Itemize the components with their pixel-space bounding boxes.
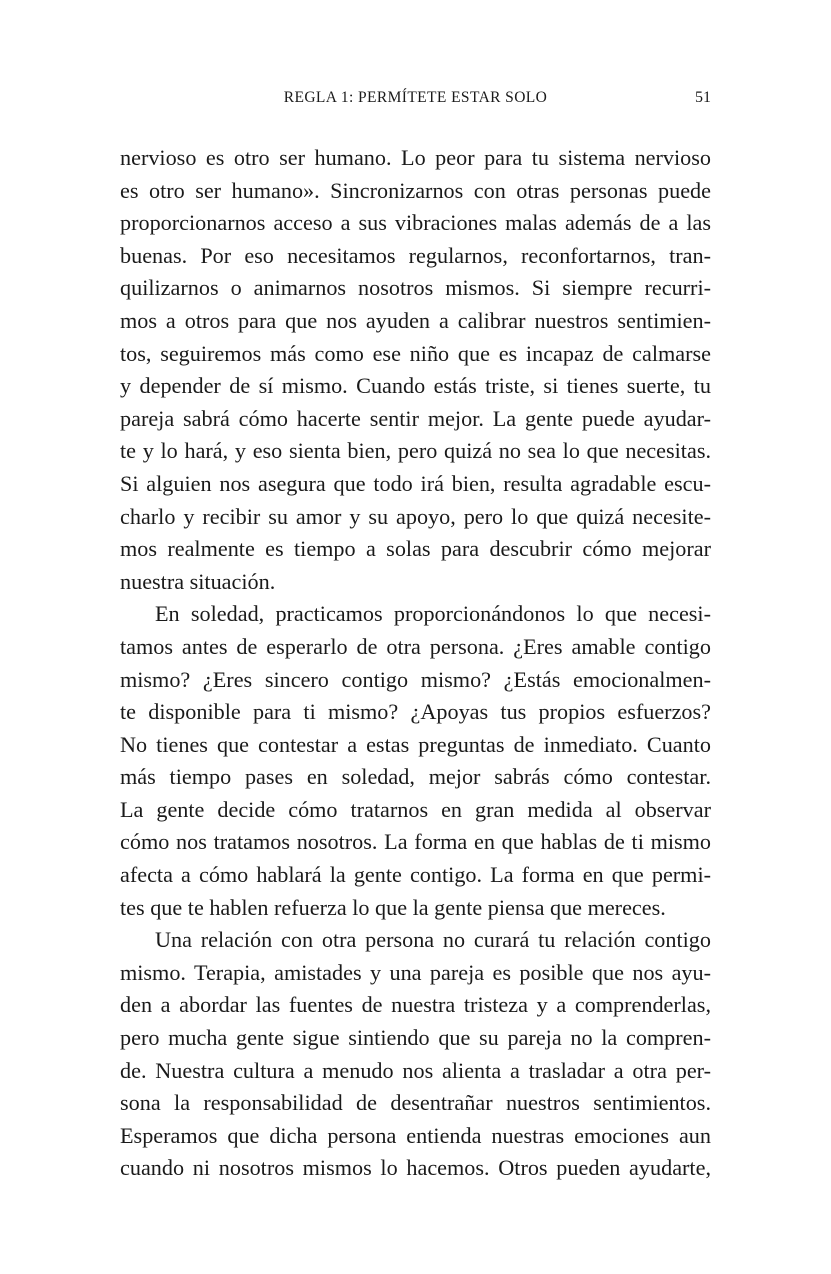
text-line: cuando ni nosotros mismos lo hacemos. Otros pueden ayudarte, [120,1155,711,1181]
paragraph [120,598,711,924]
text-line: mismo? ¿Eres sincero contigo mismo? ¿Estás emocionalmen- [120,666,711,692]
text-line: es otro ser humano». Sincronizarnos con otras personas puede [120,177,711,203]
text-line: tamos antes de esperarlo de otra persona. ¿Eres amable contigo [120,633,711,659]
running-title: REGLA 1: PERMÍTETE ESTAR SOLO [283,89,548,106]
text-line: Esperamos que dicha persona entienda nuestras emociones aun [120,1122,711,1148]
text-line: más tiempo pases en soledad, mejor sabrás cómo contestar. [120,764,711,790]
text-line: mismo. Terapia, amistades y una pareja es posible que nos ayu- [120,959,711,985]
text-line: den a abordar las fuentes de nuestra tristeza y a comprenderlas, [120,992,711,1018]
text-line: y depender de sí mismo. Cuando estás triste, si tienes suerte, tu [120,373,711,399]
text-line: charlo y recibir su amor y su apoyo, pero lo que quizá necesite- [120,503,711,529]
text-line: mos realmente es tiempo a solas para descubrir cómo mejorar [120,536,711,562]
text-line: tes que te hablen refuerza lo que la gente piensa que mereces. [120,894,666,920]
text-line: nuestra situación. [120,568,276,594]
text-line: pero mucha gente sigue sintiendo que su pareja no la compren- [120,1025,711,1051]
text-line: En soledad, practicamos proporcionándonos lo que necesi- [155,601,711,627]
paragraph [120,924,711,1185]
paragraph [120,142,711,598]
text-line: nervioso es otro ser humano. Lo peor para tu sistema nervioso [120,145,711,170]
text-line: quilizarnos o animarnos nosotros mismos. Si siempre recurri- [120,275,711,301]
text-line: Una relación con otra persona no curará tu relación contigo [155,927,711,953]
body-text [120,142,711,1185]
text-line: buenas. Por eso necesitamos regularnos, reconfortarnos, tran- [120,242,711,268]
text-line: de. Nuestra cultura a menudo nos alienta a trasladar a otra per- [120,1057,711,1083]
text-line: te disponible para ti mismo? ¿Apoyas tus propios esfuerzos? [120,699,711,725]
running-header [120,86,711,110]
text-line: cómo nos tratamos nosotros. La forma en que hablas de ti mismo [120,829,711,855]
text-line: mos a otros para que nos ayuden a calibrar nuestros sentimien- [120,307,711,333]
text-line: La gente decide cómo tratarnos en gran medida al observar [120,796,711,822]
text-line: sona la responsabilidad de desentrañar nuestros sentimientos. [120,1090,711,1116]
text-line: afecta a cómo hablará la gente contigo. La forma en que permi- [120,862,711,888]
text-line: proporcionarnos acceso a sus vibraciones malas además de a las [120,210,711,236]
text-line: No tienes que contestar a estas preguntas de inmediato. Cuanto [120,731,711,757]
text-line: tos, seguiremos más como ese niño que es incapaz de calmarse [120,340,711,366]
text-line: Si alguien nos asegura que todo irá bien, resulta agradable escu- [120,470,711,496]
text-line: te y lo hará, y eso sienta bien, pero quizá no sea lo que necesitas. [120,438,711,464]
text-line: pareja sabrá cómo hacerte sentir mejor. La gente puede ayudar- [120,405,711,431]
page-number: 51 [695,89,711,106]
